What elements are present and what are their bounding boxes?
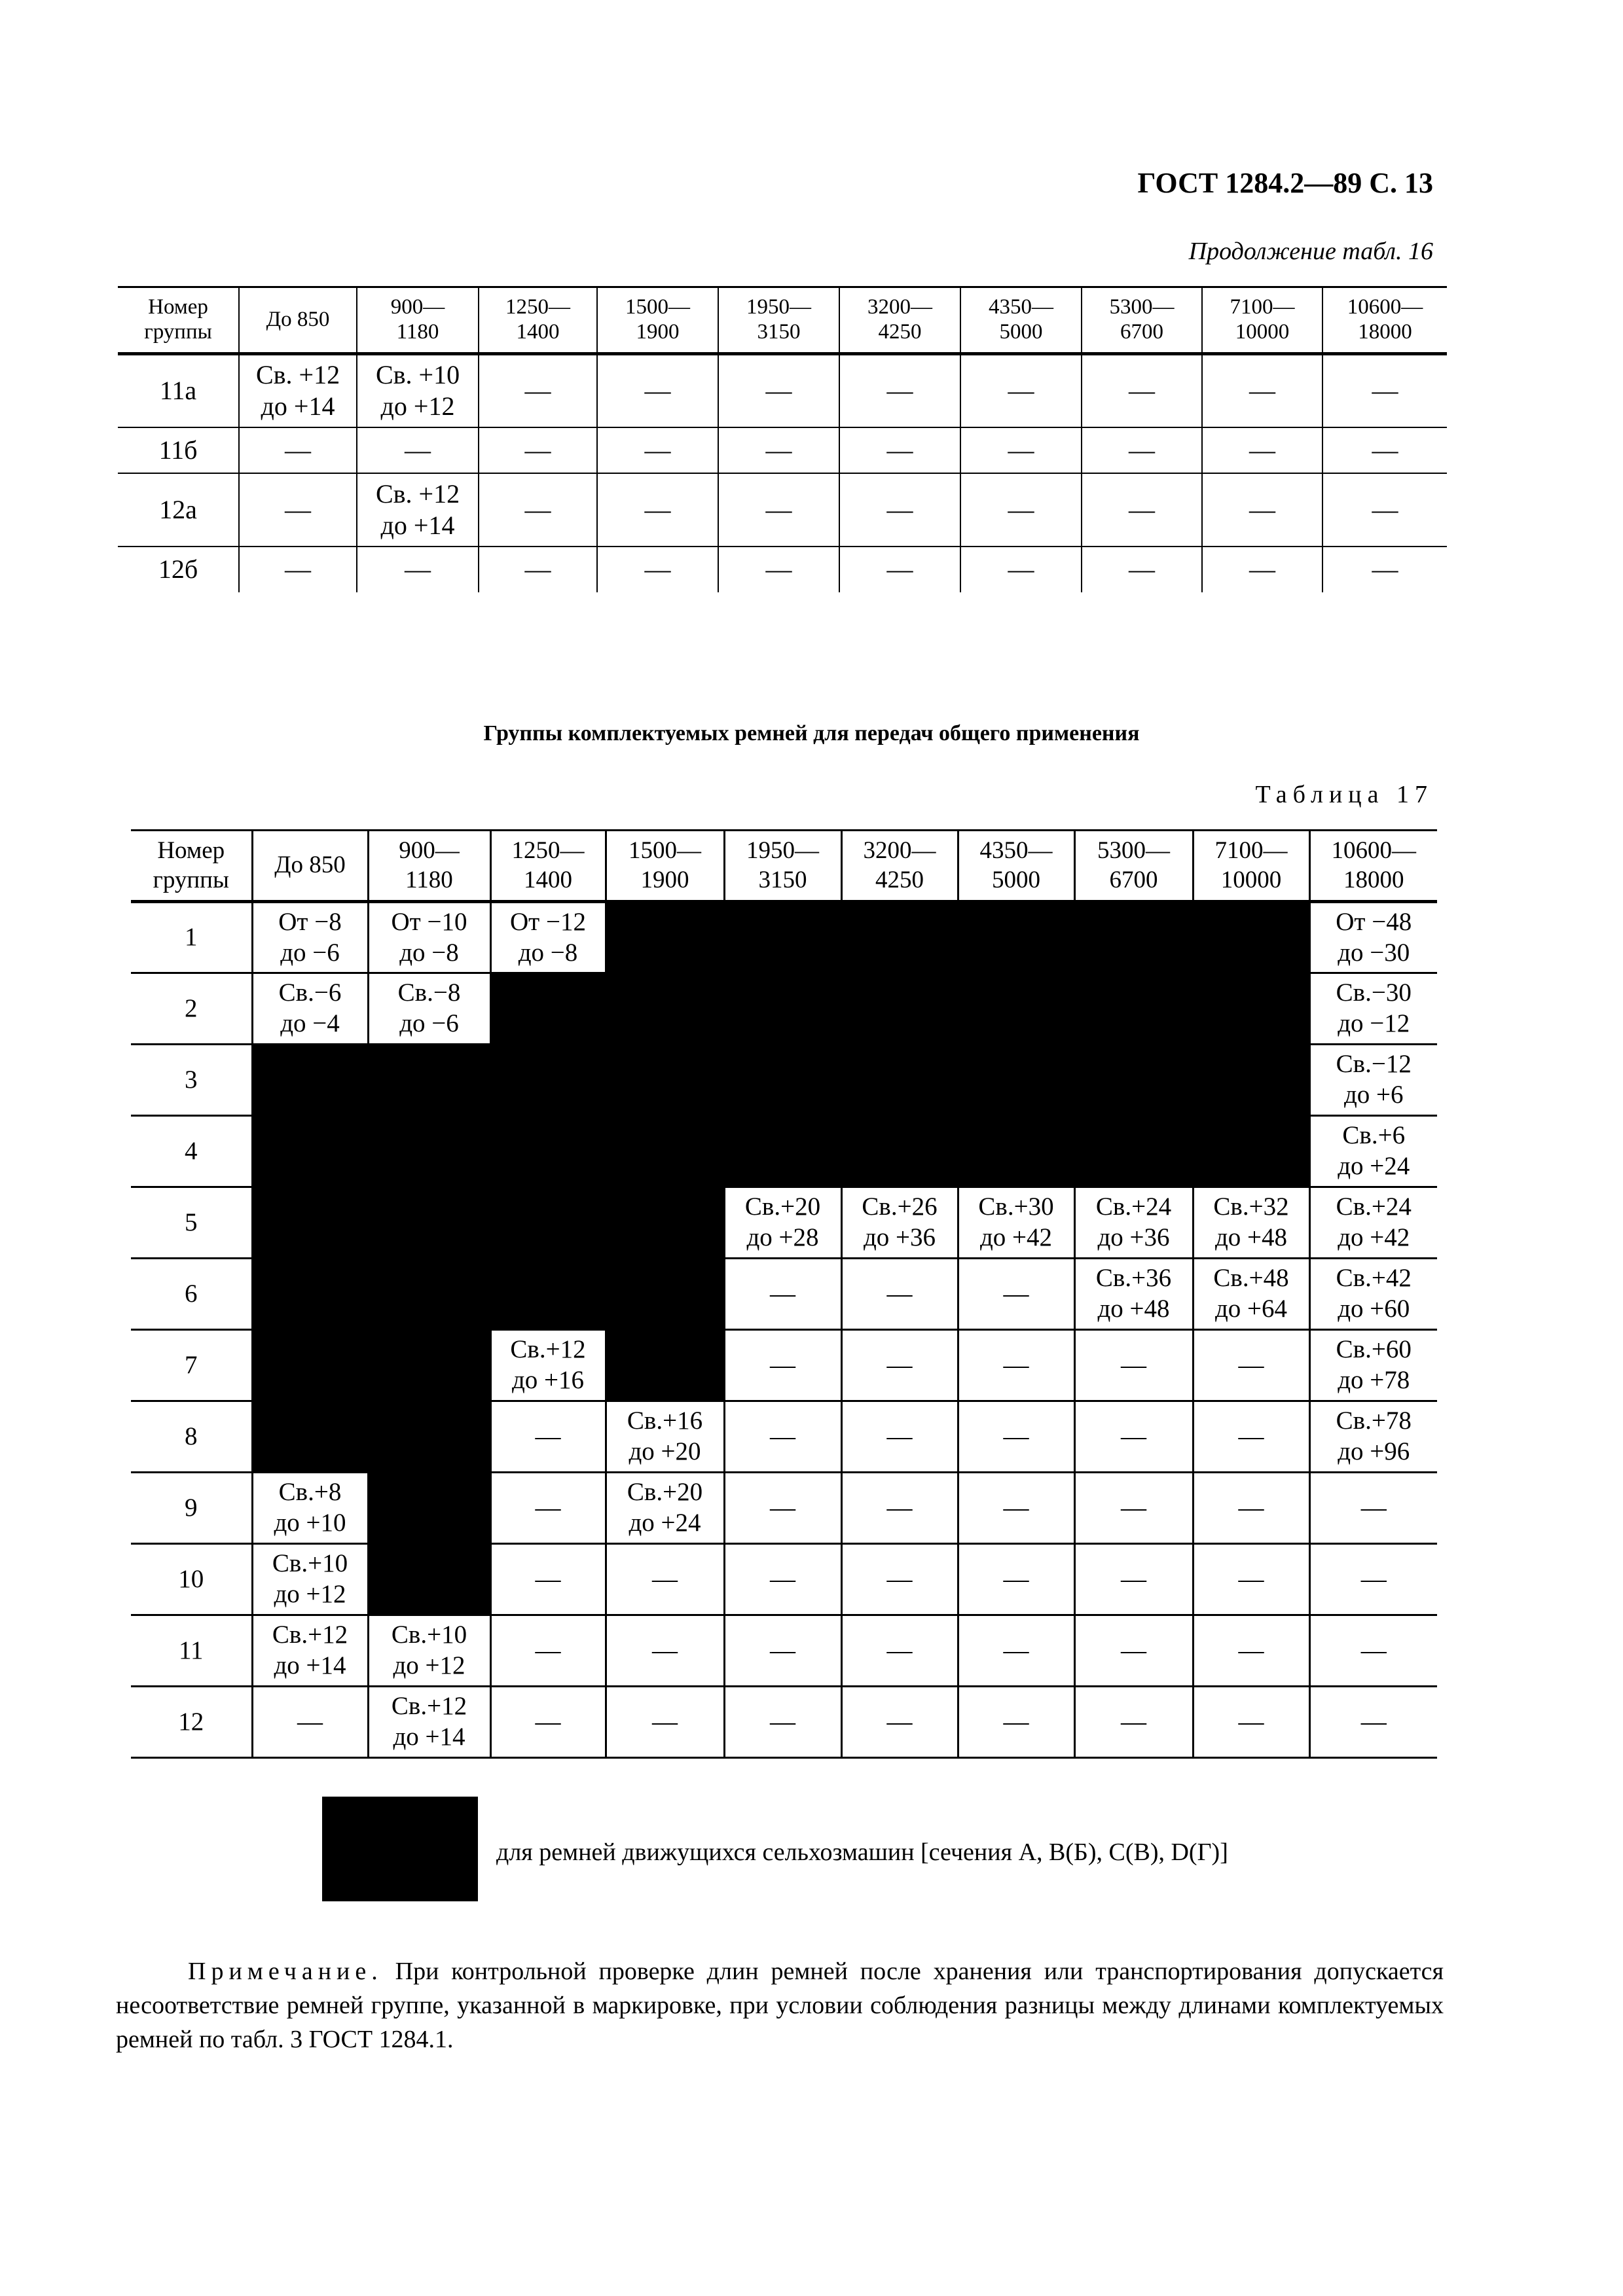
range-cell: —	[1074, 1615, 1193, 1687]
range-cell: —	[1202, 547, 1322, 592]
group-number-cell: 10	[131, 1544, 252, 1615]
range-cell: —	[1193, 1401, 1309, 1473]
agricultural-shaded-cell	[606, 1045, 724, 1116]
table-row	[131, 1187, 1437, 1259]
range-cell: —	[841, 1473, 958, 1544]
range-cell: —	[239, 473, 357, 547]
range-cell: —	[1082, 547, 1202, 592]
range-cell: —	[1202, 427, 1322, 473]
range-cell: —	[1193, 1544, 1309, 1615]
range-cell: От −10 до −8	[368, 902, 490, 973]
agricultural-shaded-cell	[1193, 1045, 1309, 1116]
agricultural-shaded-cell	[490, 1045, 606, 1116]
range-cell: —	[841, 1330, 958, 1401]
table-row	[131, 1615, 1437, 1687]
table-row	[131, 1544, 1437, 1615]
range-cell: Св.+36 до +48	[1074, 1259, 1193, 1330]
agricultural-shaded-cell	[368, 1544, 490, 1615]
range-cell: —	[958, 1473, 1074, 1544]
legend-text: для ремней движущихся сельхозмашин [сечения А, В(Б), С(В), D(Г)]	[496, 1839, 1228, 1866]
agricultural-shaded-cell	[606, 1259, 724, 1330]
range-cell: Св.+6 до +24	[1309, 1116, 1437, 1187]
range-cell: —	[239, 547, 357, 592]
range-cell: —	[1322, 427, 1447, 473]
note-text: При контрольной проверке длин ремней после хранения или транспортирования допускается несоответствие ремней группе, указанной в маркировке, при условии соблюдения разницы между длинами комплектуемых ремней по табл. 3 ГОСТ 1284.1.	[116, 1958, 1444, 2053]
agricultural-shaded-cell	[1193, 1116, 1309, 1187]
agricultural-shaded-cell	[606, 973, 724, 1045]
range-cell: —	[841, 1544, 958, 1615]
agricultural-shaded-cell	[1074, 1116, 1193, 1187]
range-cell: —	[839, 354, 960, 427]
range-cell: —	[1074, 1330, 1193, 1401]
range-cell: —	[958, 1544, 1074, 1615]
range-cell: Св.+12 до +14	[368, 1687, 490, 1758]
range-cell: —	[1074, 1401, 1193, 1473]
agricultural-shaded-cell	[1074, 902, 1193, 973]
agricultural-shaded-cell	[252, 1330, 368, 1401]
group-number-cell: 3	[131, 1045, 252, 1116]
group-number-cell: 4	[131, 1116, 252, 1187]
range-cell: Св.−12 до +6	[1309, 1045, 1437, 1116]
range-cell: Св.+78 до +96	[1309, 1401, 1437, 1473]
range-cell: —	[724, 1330, 841, 1401]
range-cell: —	[1193, 1473, 1309, 1544]
range-cell: —	[490, 1687, 606, 1758]
range-cell: Св.−6 до −4	[252, 973, 368, 1045]
range-cell: —	[958, 1615, 1074, 1687]
range-cell: Св.−30 до −12	[1309, 973, 1437, 1045]
range-cell: —	[606, 1687, 724, 1758]
group-number-cell: 9	[131, 1473, 252, 1544]
range-cell: Св.+8 до +10	[252, 1473, 368, 1544]
group-number-cell: 12б	[158, 554, 198, 584]
range-cell: —	[1193, 1615, 1309, 1687]
t16-header-cell: 10600— 18000	[1322, 287, 1447, 354]
range-cell: Св.+48 до +64	[1193, 1259, 1309, 1330]
agricultural-shaded-cell	[958, 1045, 1074, 1116]
range-cell: —	[597, 427, 718, 473]
table-row	[131, 1687, 1437, 1758]
t16-header-cell: 900— 1180	[357, 287, 479, 354]
range-cell: —	[479, 354, 597, 427]
table-row	[118, 427, 1447, 473]
group-number-cell: 12а	[118, 473, 239, 547]
range-cell: —	[1322, 547, 1447, 592]
t16-header-cell: 4350— 5000	[960, 287, 1082, 354]
agricultural-shaded-cell	[368, 1401, 490, 1473]
range-cell: —	[1202, 473, 1322, 547]
table-row	[118, 354, 1447, 427]
table-row	[131, 1401, 1437, 1473]
range-cell: —	[1082, 473, 1202, 547]
agricultural-shaded-cell	[724, 1116, 841, 1187]
range-cell: —	[597, 547, 718, 592]
table-17-header-row	[131, 831, 1437, 902]
range-cell: —	[239, 427, 357, 473]
agricultural-shaded-cell	[958, 973, 1074, 1045]
range-cell: Св.+12 до +14	[252, 1615, 368, 1687]
range-cell: —	[597, 473, 718, 547]
range-cell: От −48 до −30	[1309, 902, 1437, 973]
range-cell: —	[718, 354, 839, 427]
table-row	[131, 973, 1437, 1045]
range-cell: —	[1309, 1687, 1437, 1758]
range-cell: —	[841, 1401, 958, 1473]
range-cell: —	[958, 1401, 1074, 1473]
agricultural-shaded-cell	[490, 973, 606, 1045]
range-cell: —	[490, 1401, 606, 1473]
range-cell: —	[479, 547, 597, 592]
legend-swatch	[322, 1797, 478, 1901]
table-row	[131, 1259, 1437, 1330]
range-cell: —	[606, 1544, 724, 1615]
group-number-cell: 12	[131, 1687, 252, 1758]
range-cell: —	[1082, 427, 1202, 473]
table-17	[131, 829, 1437, 1759]
range-cell: —	[960, 354, 1082, 427]
range-cell: —	[490, 1615, 606, 1687]
range-cell: Св.+24 до +42	[1309, 1187, 1437, 1259]
table-row	[118, 473, 1447, 547]
range-cell: Св.+60 до +78	[1309, 1330, 1437, 1401]
range-cell: Св.+32 до +48	[1193, 1187, 1309, 1259]
range-cell: —	[1309, 1615, 1437, 1687]
note-paragraph	[116, 1954, 1444, 2056]
range-cell: —	[1322, 354, 1447, 427]
agricultural-shaded-cell	[1193, 973, 1309, 1045]
t16-header-cell: 1500— 1900	[597, 287, 718, 354]
range-cell: —	[1074, 1473, 1193, 1544]
agricultural-shaded-cell	[368, 1473, 490, 1544]
range-cell: —	[724, 1473, 841, 1544]
agricultural-shaded-cell	[490, 1116, 606, 1187]
range-cell: —	[724, 1687, 841, 1758]
range-cell: Св.+26 до +36	[841, 1187, 958, 1259]
t16-header-cell: 1950— 3150	[718, 287, 839, 354]
agricultural-shaded-cell	[1193, 902, 1309, 973]
table-16-header-row	[118, 287, 1447, 354]
agricultural-shaded-cell	[368, 1330, 490, 1401]
range-cell: Св.+42 до +60	[1309, 1259, 1437, 1330]
agricultural-shaded-cell	[606, 1187, 724, 1259]
t17-header-cell: 1250— 1400	[490, 831, 606, 902]
range-cell: —	[960, 427, 1082, 473]
range-cell: —	[1074, 1687, 1193, 1758]
range-cell: Св.+20 до +24	[606, 1473, 724, 1544]
table-row	[131, 902, 1437, 973]
agricultural-shaded-cell	[841, 1045, 958, 1116]
agricultural-shaded-cell	[252, 1259, 368, 1330]
range-cell: —	[1309, 1544, 1437, 1615]
range-cell: —	[958, 1687, 1074, 1758]
range-cell: —	[490, 1544, 606, 1615]
group-number-cell: 5	[131, 1187, 252, 1259]
group-number-cell: 7	[131, 1330, 252, 1401]
agricultural-shaded-cell	[958, 902, 1074, 973]
range-cell: —	[490, 1473, 606, 1544]
agricultural-shaded-cell	[606, 1330, 724, 1401]
range-cell: От −12 до −8	[490, 902, 606, 973]
agricultural-shaded-cell	[724, 1045, 841, 1116]
t17-header-cell: 4350— 5000	[958, 831, 1074, 902]
range-cell: —	[1082, 354, 1202, 427]
agricultural-shaded-cell	[1074, 1045, 1193, 1116]
agricultural-shaded-cell	[958, 1116, 1074, 1187]
group-number-cell: 6	[131, 1259, 252, 1330]
range-cell: —	[252, 1687, 368, 1758]
range-cell: —	[724, 1401, 841, 1473]
range-cell: Св. +10 до +12	[357, 354, 479, 427]
group-number-cell: 11	[131, 1615, 252, 1687]
range-cell: —	[718, 473, 839, 547]
t17-header-cell: 10600— 18000	[1309, 831, 1437, 902]
group-number-cell: 2	[131, 973, 252, 1045]
range-cell: —	[1193, 1687, 1309, 1758]
range-cell: Св.+10 до +12	[252, 1544, 368, 1615]
agricultural-shaded-cell	[252, 1187, 368, 1259]
group-number-cell: 11а	[118, 354, 239, 427]
page-header: ГОСТ 1284.2—89 С. 13	[1137, 167, 1433, 199]
continuation-label: Продолжение табл. 16	[1188, 238, 1433, 265]
agricultural-shaded-cell	[490, 1187, 606, 1259]
range-cell: —	[1309, 1473, 1437, 1544]
range-cell: Св.+24 до +36	[1074, 1187, 1193, 1259]
range-cell: Св.+12 до +16	[490, 1330, 606, 1401]
agricultural-shaded-cell	[368, 1259, 490, 1330]
agricultural-shaded-cell	[606, 902, 724, 973]
t17-header-cell: 1950— 3150	[724, 831, 841, 902]
agricultural-shaded-cell	[606, 1116, 724, 1187]
group-number-cell: 8	[131, 1401, 252, 1473]
t17-header-cell: 900— 1180	[368, 831, 490, 902]
agricultural-shaded-cell	[252, 1045, 368, 1116]
range-cell: —	[1074, 1544, 1193, 1615]
range-cell: —	[958, 1330, 1074, 1401]
agricultural-shaded-cell	[841, 1116, 958, 1187]
range-cell: —	[960, 473, 1082, 547]
range-cell: —	[841, 1615, 958, 1687]
range-cell: —	[1322, 473, 1447, 547]
agricultural-shaded-cell	[724, 973, 841, 1045]
range-cell: —	[839, 547, 960, 592]
agricultural-shaded-cell	[368, 1187, 490, 1259]
t16-header-cell: Номер группы	[118, 287, 239, 354]
note-label: Примечание.	[188, 1958, 383, 1985]
range-cell: —	[606, 1615, 724, 1687]
agricultural-shaded-cell	[252, 1401, 368, 1473]
range-cell: Св. +12 до +14	[239, 354, 357, 427]
range-cell: —	[1202, 354, 1322, 427]
t17-header-cell: 5300— 6700	[1074, 831, 1193, 902]
table-row	[131, 1473, 1437, 1544]
agricultural-shaded-cell	[724, 902, 841, 973]
t16-header-cell: 1250— 1400	[479, 287, 597, 354]
table-16-continuation	[118, 286, 1447, 592]
table-17-title: Группы комплектуемых ремней для передач общего применения	[483, 721, 1140, 745]
range-cell: —	[724, 1544, 841, 1615]
agricultural-shaded-cell	[841, 973, 958, 1045]
range-cell: —	[718, 427, 839, 473]
range-cell: —	[841, 1259, 958, 1330]
t17-header-cell: 3200— 4250	[841, 831, 958, 902]
range-cell: —	[479, 427, 597, 473]
range-cell: Св.+10 до +12	[368, 1615, 490, 1687]
t16-header-cell: 3200— 4250	[839, 287, 960, 354]
range-cell: —	[724, 1259, 841, 1330]
table-row	[131, 1116, 1437, 1187]
table-row	[131, 1330, 1437, 1401]
range-cell: —	[718, 547, 839, 592]
range-cell: —	[960, 547, 1082, 592]
table-row	[118, 547, 1447, 592]
agricultural-shaded-cell	[252, 1116, 368, 1187]
range-cell: —	[841, 1687, 958, 1758]
t17-header-cell: Номер группы	[131, 831, 252, 902]
t16-header-cell: 7100— 10000	[1202, 287, 1322, 354]
range-cell: —	[839, 427, 960, 473]
t16-header-cell: 5300— 6700	[1082, 287, 1202, 354]
group-number-cell: 11б	[118, 427, 239, 473]
range-cell: —	[724, 1615, 841, 1687]
range-cell: —	[958, 1259, 1074, 1330]
range-cell: Св.+20 до +28	[724, 1187, 841, 1259]
agricultural-shaded-cell	[368, 1045, 490, 1116]
agricultural-shaded-cell	[1074, 973, 1193, 1045]
range-cell: От −8 до −6	[252, 902, 368, 973]
t17-header-cell: До 850	[252, 831, 368, 902]
range-cell: Св.+16 до +20	[606, 1401, 724, 1473]
agricultural-shaded-cell	[368, 1116, 490, 1187]
agricultural-shaded-cell	[490, 1259, 606, 1330]
group-number-cell: 1	[131, 902, 252, 973]
range-cell: Св.+30 до +42	[958, 1187, 1074, 1259]
range-cell: —	[1193, 1330, 1309, 1401]
t16-header-cell: До 850	[239, 287, 357, 354]
agricultural-shaded-cell	[841, 902, 958, 973]
range-cell: —	[597, 354, 718, 427]
range-cell: Св. +12 до +14	[357, 473, 479, 547]
table-row	[131, 1045, 1437, 1116]
table-17-label: Таблица 17	[1255, 781, 1433, 808]
t17-header-cell: 1500— 1900	[606, 831, 724, 902]
t17-header-cell: 7100— 10000	[1193, 831, 1309, 902]
range-cell: Св.−8 до −6	[368, 973, 490, 1045]
range-cell: —	[839, 473, 960, 547]
range-cell: —	[357, 547, 479, 592]
range-cell: —	[357, 427, 479, 473]
range-cell: —	[479, 473, 597, 547]
